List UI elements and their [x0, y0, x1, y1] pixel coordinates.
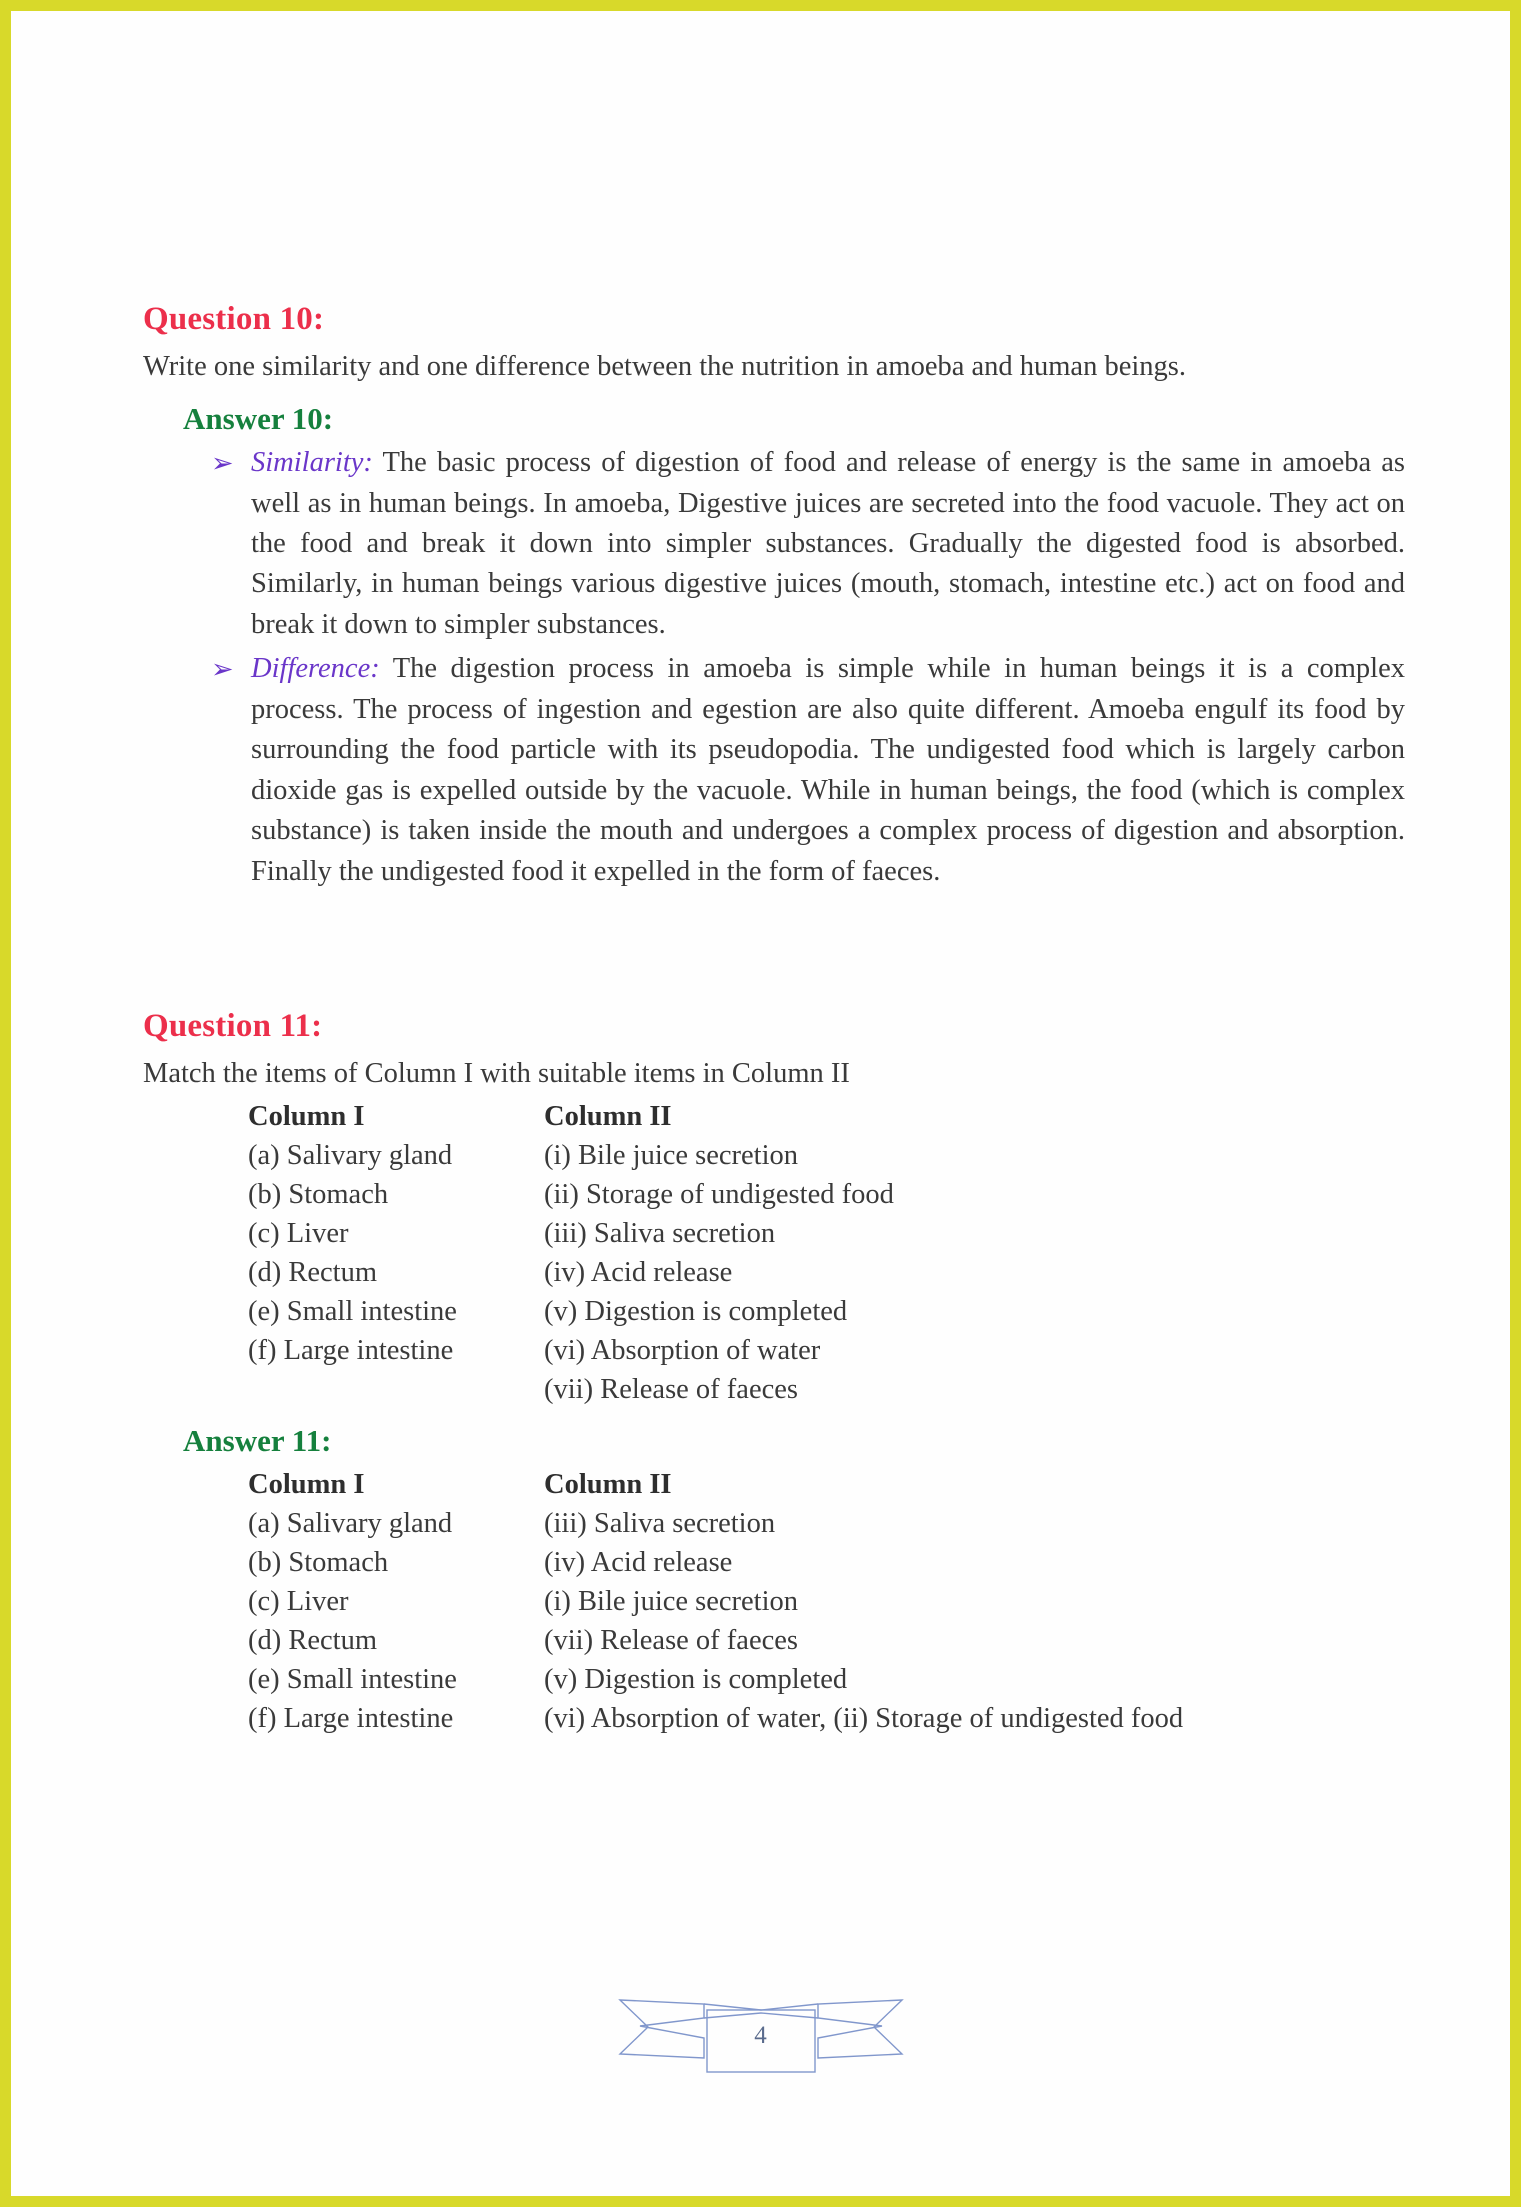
table-cell-column-2: (vii) Release of faeces [544, 1624, 798, 1656]
table-cell-column-1: (a) Salivary gland [248, 1139, 453, 1171]
table-cell-column-1: (a) Salivary gland [248, 1507, 453, 1539]
table-cell-column-2: (iv) Acid release [544, 1546, 733, 1578]
answer-10-heading: Answer 10: [183, 401, 334, 437]
table-row [248, 1699, 1405, 1738]
table-cell-column-2: (vii) Release of faeces [544, 1373, 798, 1405]
table-cell-column-1 [248, 1370, 544, 1409]
arrow-bullet-icon: ➢ [211, 448, 234, 479]
table-row [248, 1370, 1405, 1409]
table-cell-column-1: (d) Rectum [248, 1624, 378, 1656]
question-10-text: Write one similarity and one difference between the nutrition in amoeba and human beings. [143, 350, 1186, 382]
table-cell-column-1: (c) Liver [248, 1585, 349, 1617]
section-spacer [143, 896, 1405, 1008]
table-row [248, 1504, 1405, 1543]
table-cell-column-1: (e) Small intestine [248, 1295, 457, 1327]
table-cell-column-1: (b) Stomach [248, 1546, 389, 1578]
table-cell-column-2: (iii) Saliva secretion [544, 1217, 776, 1249]
table-header-row [248, 1465, 1405, 1504]
table-cell-column-2: (i) Bile juice secretion [544, 1585, 799, 1617]
arrow-bullet-icon: ➢ [211, 654, 234, 685]
table-cell-column-2: (iv) Acid release [544, 1256, 733, 1288]
table-cell-column-1: (c) Liver [248, 1217, 349, 1249]
bullet-body-text: The digestion process in amoeba is simple while in human beings it is a complex process. The process of ingestion and egestion are also quite different. Amoeba engulf its food by surrounding the food particle with its pseudopodia. The undigested food which is largely carbon dioxide gas is expelled outside by the vacuole. While in human beings, the food (which is complex substance) is taken inside the mouth and undergoes a complex process of digestion and absorption. Finally the undigested food it expelled in the form of faeces. [251, 653, 1405, 887]
table-row [248, 1253, 1405, 1292]
table-cell-column-2: (vi) Absorption of water [544, 1334, 821, 1366]
table-cell-column-1: (f) Large intestine [248, 1702, 454, 1734]
table-row [248, 1621, 1405, 1660]
spacer [143, 1409, 1405, 1423]
answer-11-heading: Answer 11: [183, 1422, 332, 1458]
table-cell-column-2: (v) Digestion is completed [544, 1663, 848, 1695]
bullet-lead-label: Difference: [251, 653, 380, 685]
table-row [248, 1582, 1405, 1621]
table-cell-column-2: (v) Digestion is completed [544, 1295, 848, 1327]
table-cell-column-2: (iii) Saliva secretion [544, 1507, 776, 1539]
table-row [248, 1331, 1405, 1370]
question-11-match-table [143, 1097, 1405, 1409]
column-header-2: Column II [544, 1468, 672, 1500]
column-header-2: Column II [544, 1100, 672, 1132]
table-row [248, 1292, 1405, 1331]
ribbon-icon [618, 1966, 904, 2076]
table-row [248, 1136, 1405, 1175]
table-cell-column-1: (d) Rectum [248, 1256, 378, 1288]
column-header-1: Column I [248, 1100, 365, 1132]
list-item [143, 649, 1405, 892]
table-cell-column-1: (e) Small intestine [248, 1663, 457, 1695]
question-11-section [143, 1008, 1405, 1738]
page-footer [11, 1966, 1510, 2076]
ribbon-banner [618, 1966, 904, 2076]
table-row [248, 1214, 1405, 1253]
answer-10-bullet-list [143, 443, 1405, 892]
question-10-section [143, 301, 1405, 892]
question-11-heading: Question 11: [143, 1008, 323, 1045]
page-number: 4 [754, 2022, 767, 2049]
spacer [143, 387, 1405, 401]
bullet-lead-label: Similarity: [251, 447, 373, 479]
question-11-text: Match the items of Column I with suitable items in Column II [143, 1058, 850, 1090]
table-cell-column-2: (i) Bile juice secretion [544, 1139, 799, 1171]
list-item [143, 443, 1405, 645]
table-cell-column-1: (f) Large intestine [248, 1334, 454, 1366]
answer-11-match-table [143, 1465, 1405, 1738]
table-row [248, 1175, 1405, 1214]
table-header-row [248, 1097, 1405, 1136]
table-cell-column-2: (vi) Absorption of water, (ii) Storage of undigested food [544, 1702, 1184, 1734]
table-row [248, 1543, 1405, 1582]
bullet-body-text: The basic process of digestion of food and release of energy is the same in amoeba as well as in human beings. In amoeba, Digestive juices are secreted into the food vacuole. They act on the food and break it down into simpler substances. Gradually the digested food is absorbed. Similarly, in human beings various digestive juices (mouth, stomach, intestine etc.) act on food and break it down to simpler substances. [251, 447, 1405, 640]
table-row [248, 1660, 1405, 1699]
question-10-heading: Question 10: [143, 301, 325, 337]
page-inner [11, 11, 1510, 2196]
page-content [143, 301, 1405, 1738]
column-header-1: Column I [248, 1468, 365, 1500]
table-cell-column-1: (b) Stomach [248, 1178, 389, 1210]
table-cell-column-2: (ii) Storage of undigested food [544, 1178, 894, 1210]
